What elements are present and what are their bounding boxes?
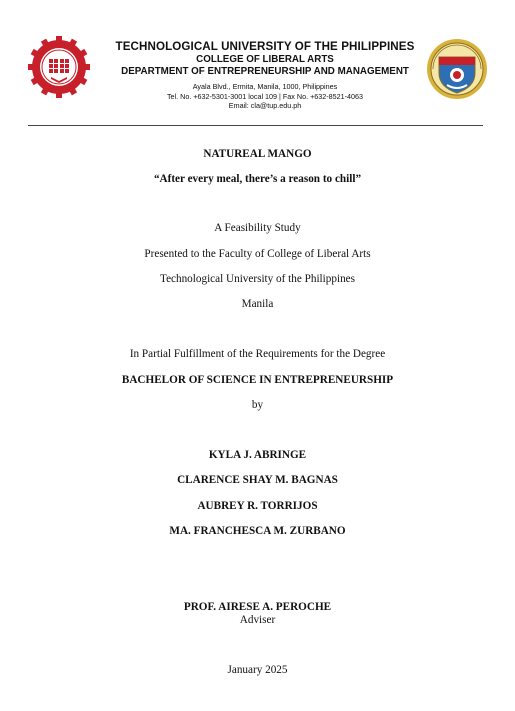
header-phone: Tel. No. +632-5301-3001 local 109 | Fax No. +632-8521-4063 xyxy=(166,91,364,101)
header-divider xyxy=(28,125,483,126)
author-name: KYLA J. ABRINGE xyxy=(208,449,307,461)
submission-date: January 2025 xyxy=(227,664,288,676)
author-name: MA. FRANCHESCA M. ZURBANO xyxy=(169,525,346,537)
degree-fulfillment: In Partial Fulfillment of the Requirements for the Degree xyxy=(129,348,386,360)
header-department: DEPARTMENT OF ENTREPRENEURSHIP AND MANAGEMENT xyxy=(121,66,409,77)
product-title: NATUREAL MANGO xyxy=(203,148,312,160)
header-university: TECHNOLOGICAL UNIVERSITY OF THE PHILIPPINES xyxy=(115,40,415,53)
adviser-role: Adviser xyxy=(239,614,276,626)
author-name: CLARENCE SHAY M. BAGNAS xyxy=(177,474,338,486)
author-name: AUBREY R. TORRIJOS xyxy=(197,500,318,512)
study-city: Manila xyxy=(241,298,274,310)
cla-seal-icon xyxy=(425,37,489,101)
header-email: Email: cla@tup.edu.ph xyxy=(228,101,302,110)
degree-by: by xyxy=(251,399,264,411)
header-contact xyxy=(95,82,435,111)
header-address: Ayala Blvd., Ermita, Manila, 1000, Philippines xyxy=(192,82,338,91)
study-university: Technological University of the Philippines xyxy=(160,273,355,285)
header-college: COLLEGE OF LIBERAL ARTS xyxy=(196,54,334,65)
tup-seal-icon xyxy=(27,35,91,99)
adviser-name: PROF. AIRESE A. PEROCHE xyxy=(183,601,332,613)
study-type: A Feasibility Study xyxy=(214,222,301,234)
degree-name: BACHELOR OF SCIENCE IN ENTREPRENEURSHIP xyxy=(121,374,394,386)
study-presented: Presented to the Faculty of College of Liberal Arts xyxy=(144,248,371,260)
product-tagline: “After every meal, there’s a reason to chill” xyxy=(153,173,362,185)
